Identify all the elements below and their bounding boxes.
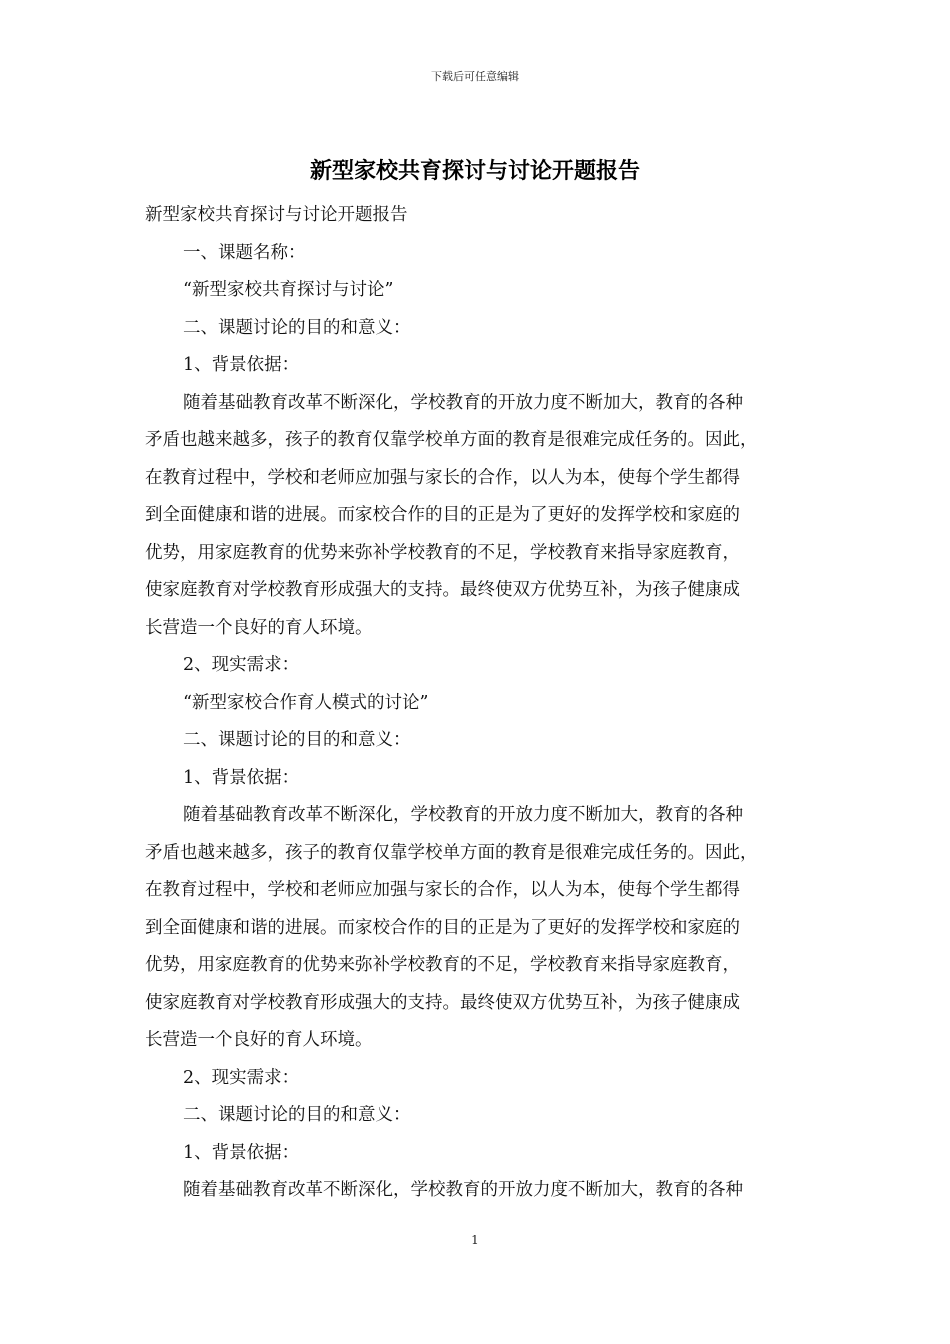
paragraph-line: 随着基础教育改革不断深化，学校教育的开放力度不断加大，教育的各种 xyxy=(183,392,743,413)
paragraph-line: 1、背景依据： xyxy=(183,767,300,788)
paragraph-line: 使家庭教育对学校教育形成强大的支持。最终使双方优势互补，为孩子健康成 xyxy=(145,580,740,600)
paragraph-line: 二、课题讨论的目的和意义： xyxy=(183,730,411,750)
paragraph-line: 长营造一个良好的育人环境。 xyxy=(145,1030,373,1050)
paragraph-line: 优势，用家庭教育的优势来弥补学校教育的不足，学校教育来指导家庭教育， xyxy=(145,955,740,975)
paragraph xyxy=(145,197,825,235)
document-title: 新型家校共育探讨与讨论开题报告 xyxy=(309,159,640,184)
paragraph xyxy=(145,1097,825,1135)
paragraph xyxy=(145,722,825,760)
paragraph-line: 随着基础教育改革不断深化，学校教育的开放力度不断加大，教育的各种 xyxy=(183,805,743,825)
paragraph-line: 二、课题讨论的目的和意义： xyxy=(183,1105,411,1125)
paragraph-line: 长营造一个良好的育人环境。 xyxy=(145,617,373,638)
paragraph-line: 1、背景依据： xyxy=(183,1142,300,1163)
paragraph xyxy=(145,647,825,685)
paragraph xyxy=(145,272,825,310)
paragraph xyxy=(145,235,825,273)
paragraph xyxy=(145,310,825,348)
paragraph xyxy=(145,1172,825,1210)
paragraph-line: 随着基础教育改革不断深化，学校教育的开放力度不断加大，教育的各种 xyxy=(183,1180,743,1200)
paragraph-line: 优势，用家庭教育的优势来弥补学校教育的不足，学校教育来指导家庭教育， xyxy=(145,542,740,563)
paragraph-line: 到全面健康和谐的进展。而家校合作的目的正是为了更好的发挥学校和家庭的 xyxy=(145,917,740,938)
paragraph xyxy=(145,1135,825,1173)
document-body xyxy=(145,197,825,1210)
header-note: 下载后可任意编辑 xyxy=(431,70,519,83)
paragraph-line: 1、背景依据： xyxy=(183,355,300,375)
paragraph-line: 在教育过程中，学校和老师应加强与家长的合作，以人为本，使每个学生都得 xyxy=(145,880,740,900)
paragraph-line: 新型家校共育探讨与讨论开题报告 xyxy=(145,205,408,225)
paragraph xyxy=(145,760,825,798)
paragraph-line: 在教育过程中，学校和老师应加强与家长的合作，以人为本，使每个学生都得 xyxy=(145,467,740,488)
paragraph-line: 2、现实需求： xyxy=(183,1067,300,1088)
paragraph xyxy=(145,797,825,1060)
paragraph-line: 二、课题讨论的目的和意义： xyxy=(183,317,411,338)
paragraph-line: “新型家校共育探讨与讨论” xyxy=(183,280,394,300)
paragraph xyxy=(145,1060,825,1098)
paragraph-line: 矛盾也越来越多，孩子的教育仅靠学校单方面的教育是很难完成任务的。因此， xyxy=(145,842,758,863)
paragraph xyxy=(145,347,825,385)
paragraph-line: 一、课题名称： xyxy=(183,242,306,263)
paragraph-line: 矛盾也越来越多，孩子的教育仅靠学校单方面的教育是很难完成任务的。因此， xyxy=(145,430,758,450)
paragraph-line: 到全面健康和谐的进展。而家校合作的目的正是为了更好的发挥学校和家庭的 xyxy=(145,505,740,525)
page-number: 1 xyxy=(471,1233,479,1247)
paragraph-line: 2、现实需求： xyxy=(183,655,300,675)
paragraph xyxy=(145,385,825,648)
paragraph-line: “新型家校合作育人模式的讨论” xyxy=(183,692,429,713)
paragraph-line: 使家庭教育对学校教育形成强大的支持。最终使双方优势互补，为孩子健康成 xyxy=(145,992,740,1013)
paragraph xyxy=(145,685,825,723)
